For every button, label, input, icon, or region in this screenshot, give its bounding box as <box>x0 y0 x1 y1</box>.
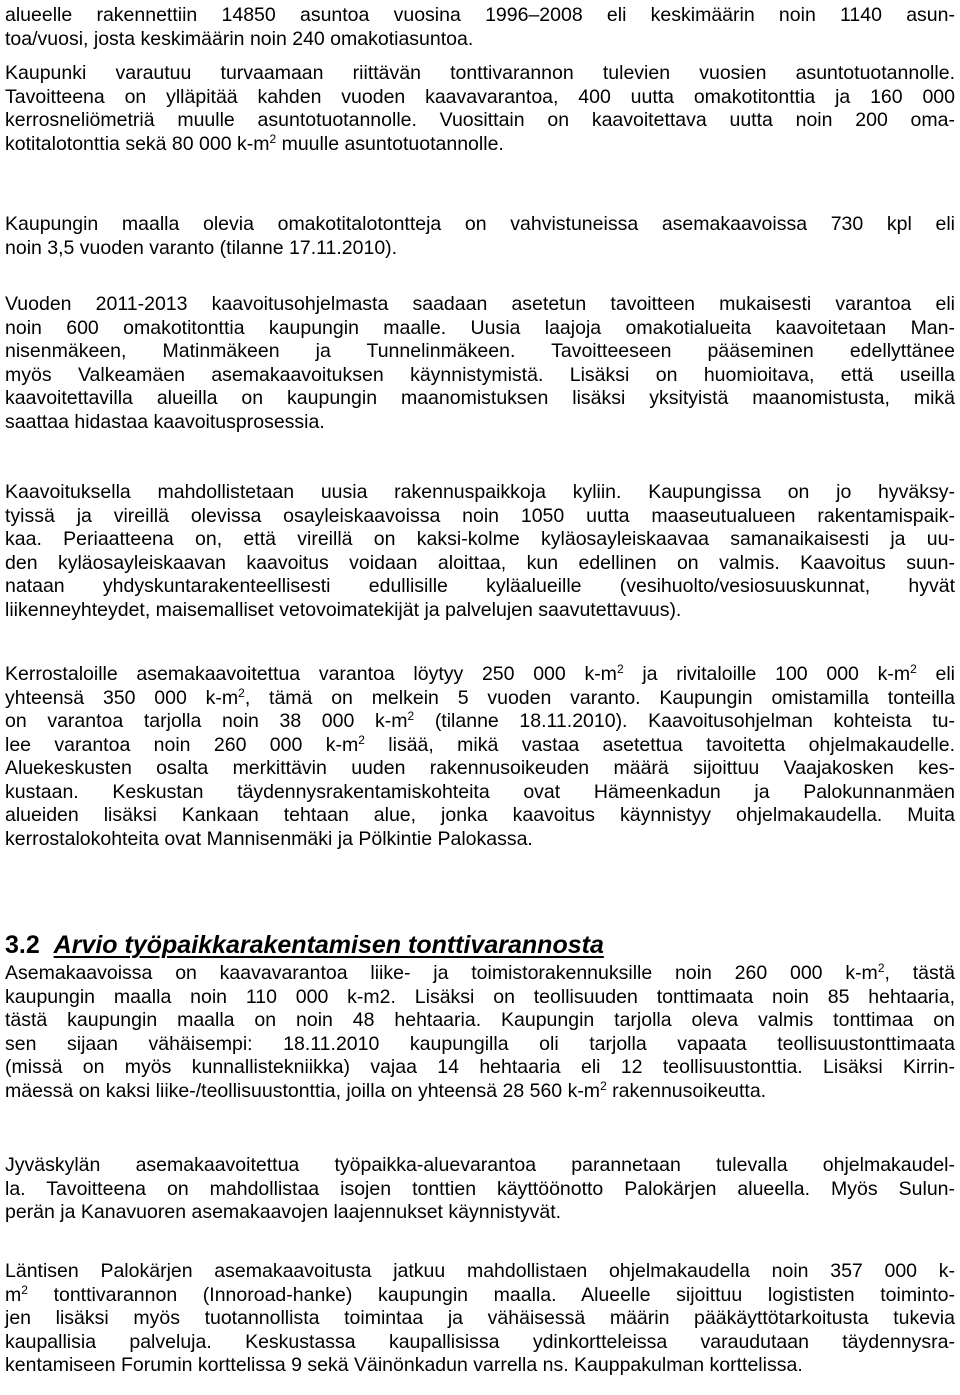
text-line: Kaupungin maalla olevia omakotitalotontteja on vahvistuneissa asemakaavoissa 730 kpl eli <box>5 213 955 235</box>
text-line: alueiden lisäksi Kankaan tehtaan alue, jonka kaavoitus käynnistyy ohjelmakaudella. Muita <box>5 804 955 826</box>
section-heading <box>5 930 604 960</box>
text-line: saattaa hidastaa kaavoitusprosessia. <box>5 410 325 433</box>
paragraph-village-building-sites <box>5 481 955 622</box>
section-title: Arvio työpaikkarakentamisen tonttivarannosta <box>53 931 604 959</box>
text-line: liikenneyhteydet, maisemalliset vetovoimatekijät ja palvelujen saavutettavuus). <box>5 598 682 621</box>
paragraph-detached-house-plots <box>5 213 955 260</box>
paragraph-zoning-program <box>5 293 955 434</box>
text-line: kustaan. Keskustan täydennysrakentamiskohteita ovat Hämeenkadun ja Palokunnanmäen <box>5 780 955 803</box>
text-line: Kaavoituksella mahdollistetaan uusia rakennuspaikkoja kyliin. Kaupungissa on jo hyväksy- <box>5 481 955 503</box>
text-line: alueelle rakennettiin 14850 asuntoa vuosina 1996–2008 eli keskimäärin noin 1140 asun- <box>5 4 955 26</box>
text-line: Aluekeskusten osalta merkittävin uuden rakennusoikeuden määrä sijoittuu Vaajakosken kes- <box>5 757 955 779</box>
text-line: Jyväskylän asemakaavoitettua työpaikka-aluevarantoa parannetaan tulevalla ohjelmakaudel- <box>5 1154 955 1176</box>
text-line: on varantoa tarjolla noin 38 000 $k-m^2$ (tilanne 18.11.2010). Kaavoitusohjelman kohteista tu- <box>5 709 955 732</box>
text-line: lee varantoa noin 260 000 $k-m^2$ lisää, mikä vastaa asetettua tavoitetta ohjelmakaudelle. <box>5 732 956 756</box>
text-line: noin 600 omakotitonttia kaupungin maalle. Uusia laajoja omakotialueita kaavoitetaan Man- <box>5 316 955 339</box>
text-line: sen sijaan vähäisempi: 18.11.2010 kaupungilla oli tarjolla vapaata teollisuustonttimaata <box>5 1032 955 1055</box>
text-line: Kerrostaloille asemakaavoitettua varantoa löytyy 250 000 $k-m^2$ ja rivitaloille 100 000 $k-m^2$ eli <box>5 662 955 685</box>
text-line: nisenmäkeen, Matinmäkeen ja Tunnelinmäkeen. Tavoitteeseen pääseminen edellyttänee <box>5 340 955 362</box>
text-line: tästä kaupungin maalla on noin 48 hehtaaria. Kaupungin tarjolla oleva valmis tonttimaa on <box>5 1009 955 1031</box>
text-line: kentamiseen Forumin korttelissa 9 sekä Väinönkadun varrella ns. Kauppakulman korttelissa. <box>5 1354 803 1376</box>
text-line: kaupallisia palveluja. Keskustassa kaupallisissa ydinkortteleissa varaudutaan täydennysra- <box>5 1330 955 1353</box>
text-line: Kaupunki varautuu turvaamaan riittävän tonttivarannon tulevien vuosien asuntotuotannolle. <box>5 62 955 84</box>
text-line: kaavoitettavilla alueilla on kaupungin maanomistuksen lisäksi yksityistä maanomistusta, mikä <box>5 387 955 409</box>
text-line: toa/vuosi, josta keskimäärin noin 240 omakotiasuntoa. <box>5 27 474 50</box>
text-line: Asemakaavoissa on kaavavarantoa liike- ja toimistorakennuksille noin 260 000 $k-m^2$, tästä <box>5 961 955 984</box>
text-line: Vuoden 2011-2013 kaavoitusohjelmasta saadaan asetetun tavoitteen mukaisesti varantoa eli <box>5 293 955 315</box>
paragraph-western-palokarki <box>5 1260 955 1378</box>
paragraph-workplace-area-reserve <box>5 1154 955 1225</box>
section-number: 3.2 <box>5 931 40 959</box>
paragraph-apartment-reserve <box>5 663 955 851</box>
text-line: kotitalotonttia sekä 80 000 $k-m^2$ muulle asuntotuotannolle. <box>5 131 504 155</box>
text-line: yhteensä 350 000 $k-m^2$, tämä on melkein 5 vuoden varanto. Kaupungin omistamilla tonteilla <box>5 685 955 709</box>
text-line: $m^2$ tonttivarannon (Innoroad-hanke) kaupungin maalla. Alueelle sijoittuu logististen toiminto- <box>5 1282 955 1306</box>
text-line: kaa. Periaatteena on, että vireillä on kaksi-kolme kyläosayleiskaavaa samanaikaisesti ja uu- <box>5 528 955 550</box>
text-line: kerrostalokohteita ovat Mannisenmäki ja Pölkintie Palokassa. <box>5 827 533 850</box>
text-line: jen lisäksi myös tuotannollista toimintaa ja vähäisessä määrin pääkäyttötarkoitusta tukevia <box>5 1307 955 1329</box>
text-line: mäessä on kaksi liike-/teollisuustonttia, joilla on yhteensä 28 560 $k-m^2$ rakennusoikeutta. <box>5 1078 767 1102</box>
text-line: (missä on myös kunnallistekniikka) vajaa 14 hehtaaria eli 12 teollisuustonttia. Lisäksi Kirrin- <box>5 1056 955 1078</box>
text-line: myös Valkeamäen asemakaavoituksen käynnistymistä. Lisäksi on huomioitava, että useilla <box>5 363 955 386</box>
text-line: noin 3,5 vuoden varanto (tilanne 17.11.2010). <box>5 236 398 259</box>
text-line: kaupungin maalla noin 110 000 k-m2. Lisäksi on teollisuuden tonttimaata noin 85 hehtaaria, <box>5 985 955 1008</box>
paragraph-plot-reserve-goal <box>5 62 955 156</box>
paragraph-housing-history <box>5 4 955 51</box>
text-line: Tavoitteena on ylläpitää kahden vuoden kaavavarantoa, 400 uutta omakotitonttia ja 160 000 <box>5 85 955 108</box>
text-line: la. Tavoitteena on mahdollistaa isojen tonttien käyttöönotto Palokärjen alueella. Myös Sulun- <box>5 1177 955 1200</box>
text-line: tyissä ja vireillä olevissa osayleiskaavoissa noin 1050 uutta maaseutualueen rakentamispaik- <box>5 504 955 527</box>
text-line: nataan yhdyskuntarakenteellisesti edullisille kyläalueille (vesihuolto/vesiosuuskunnat, hyvät <box>5 575 955 597</box>
text-line: den kyläosayleiskaavan kaavoitus voidaan aloittaa, kun edellinen on valmis. Kaavoitus suun- <box>5 551 955 574</box>
text-line: perän ja Kanavuoren asemakaavojen laajennukset käynnistyvät. <box>5 1201 562 1223</box>
text-line: Läntisen Palokärjen asemakaavoitusta jatkuu mahdollistaen ohjelmakaudella noin 357 000 k- <box>5 1260 955 1282</box>
paragraph-business-plot-reserve <box>5 962 955 1103</box>
text-line: kerrosneliömetriä muulle asuntotuotannolle. Vuosittain on kaavoitettava uutta noin 200 oma- <box>5 109 955 131</box>
